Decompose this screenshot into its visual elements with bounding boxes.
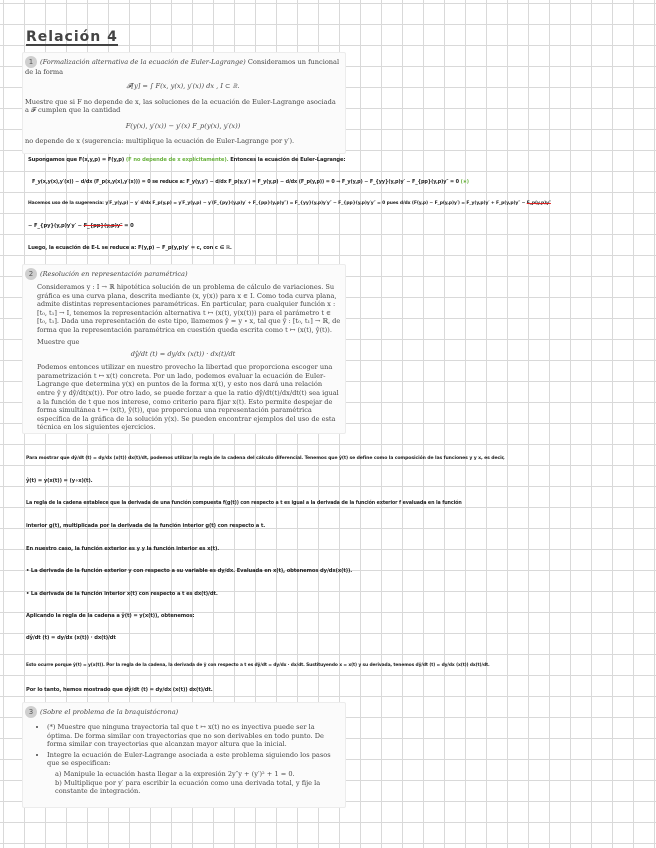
- page-title: Relación 4: [26, 29, 118, 45]
- exercise-3-bullet-2: • Integre la ecuación de Euler-Lagrange asociada a este problema siguiendo los pasos que se especifican:: [47, 751, 341, 768]
- hw1-line-1c: Entonces la ecuación de Euler-Lagrange:: [230, 157, 346, 163]
- hw1-line-4a: − F_{py}(y,p)y′y′ −: [28, 223, 82, 229]
- exercise-3-step-b: b) Multiplique por y′ para escribir la ecuación como una derivada total, y fije la constante de integración.: [55, 778, 321, 796]
- exercise-1-intro: Consideramos un funcional de la forma: [25, 58, 340, 76]
- exercise-2-number: 2: [25, 268, 37, 280]
- exercise-3-steps: [25, 770, 341, 796]
- hw1-line-3-struck: F_p(y,p)y″: [526, 201, 551, 206]
- exercise-3-bullets: [25, 723, 341, 768]
- exercise-2-muestre: Muestre que: [37, 337, 80, 346]
- hw1-line-1a: Supongamos que F(x,y,p) = F(y,p): [28, 157, 125, 163]
- exercise-1-heading: (Formalización alternativa de la ecuación de Euler-Lagrange): [40, 58, 246, 66]
- hw1-line-5: Luego, la ecuación de E-L se reduce a: F(y,p) − F_p(y,p)y′ = c, con c ∈ ℝ.: [28, 245, 232, 251]
- hw2-line-1: Para mostrar que dŷ/dt (t) = dy/dx (x(t)) dx(t)/dt, podemos utilizar la regla de la cadena del cálculo diferencial. Tenemos que ŷ(t) se define como la composición de las funciones y y x, es decir,: [26, 456, 505, 461]
- exercise-1-formula-2: F(y(x), y′(x)) − y′(x) F_p(y(x), y′(x)): [125, 121, 241, 130]
- hw2-line-9: dŷ/dt (t) = dy/dx (x(t)) · dx(t)/dt: [26, 635, 116, 641]
- exercise-3-number: 3: [25, 706, 37, 718]
- hw1-line-2-tail: (∗): [460, 179, 469, 185]
- hw1-line-1b: (F no depende de x explícitamente).: [125, 157, 229, 163]
- hw2-line-2: ŷ(t) = y(x(t)) = (y∘x)(t).: [26, 478, 93, 484]
- exercise-2-heading: (Resolución en representación paramétrica): [40, 270, 188, 278]
- hw2-line-3: La regla de la cadena establece que la derivada de una función compuesta f(g(t)) con respecto a t es igual a la derivada de la función exterior f evaluada en la función: [26, 501, 462, 506]
- hw1-line-2: [32, 178, 469, 186]
- hw1-line-1: [28, 156, 345, 164]
- hw2-line-8: Aplicando la regla de la cadena a ŷ(t) = y(x(t)), obtenemos:: [26, 613, 195, 619]
- hw2-line-4: interior g(t), multiplicada por la derivada de la función interior g(t) con respecto a t.: [26, 523, 266, 529]
- exercise-2-para-1: Consideramos y : I → ℝ hipotética solución de un problema de cálculo de variaciones. Su gráfica es una curva plana, descrita mediante (x, y(x)) para x ∈ I. Como toda curva plana, admite distintas representaciones paramétricas. En particular, para cualquier función x : [t₀, t₁] → I, tenemos la representación alternativa t ↦ (x(t), y(x(t))) para el parámetro t ∈ [t₀, t₁]. Dada una representación de este tipo, llamemos ŷ = y ∘ x, tal que ŷ : [t₀, t₁] → ℝ, de forma que la representación paramétrica en cuestión queda escrita como t ↦ (x(t), ŷ(t)).: [37, 283, 341, 334]
- hw1-line-4: [28, 222, 134, 230]
- exercise-3-bullet-1: • (*) Muestre que ninguna trayectoria tal que t ↦ x(t) no es inyectiva puede ser la óptima. De forma similar con trayectorias que no son derivables en todo punto. De forma similar con trayectorias que alcanzan mayor altura que la inicial.: [47, 723, 341, 749]
- hw1-line-4c: = 0: [124, 223, 134, 229]
- hw1-line-3: [28, 200, 551, 208]
- exercise-1-statement: [25, 56, 341, 77]
- exercise-1-formula: 𝓕[y] = ∫ F(x, y(x), y′(x)) dx , I ⊂ ℝ.: [126, 81, 240, 90]
- hw1-line-3-text: Hacemos uso de la sugerencia: y′F_y(y,p) − y′ d/dx F_p(y,p) = y′F_y(y,p) − y′(F_{py}(y,p)y′ + F_{pp}(y,p)y″) = F_{yy}(y,p)y′y″ − F_{pp}(y,p)y′y″ = 0 pues d/dx (F(y,p) − F_p(y,p)y′) = F_y(y,p)y′ + F_p(y,p)y″ −: [28, 201, 526, 206]
- hw2-line-6: • La derivada de la función exterior y con respecto a su variable es dy/dx. Evaluada en x(t), obtenemos dy/dx(x(t)).: [26, 568, 353, 574]
- exercise-1-hint: no depende de x (sugerencia: multiplique la ecuación de Euler-Lagrange por y′).: [25, 136, 295, 145]
- hw2-line-5: En nuestro caso, la función exterior es y y la función interior es x(t).: [26, 546, 220, 552]
- exercise-2-card: [22, 264, 346, 434]
- exercise-1-card: [22, 52, 346, 154]
- exercise-2-title: [25, 268, 341, 280]
- hw2-line-11: Por lo tanto, hemos mostrado que dŷ/dt (t) = dy/dx (x(t)) dx(t)/dt.: [26, 687, 213, 693]
- hw2-line-10: Esto ocurre porque ŷ(t) = y(x(t)). Por la regla de la cadena, la derivada de ŷ con respecto a t es dŷ/dt = dy/dx · dx/dt. Sustituyendo x = x(t) y su derivada, tenemos dŷ/dt (t) = dy/dx (x(t)) dx(t)/dt.: [26, 663, 490, 668]
- hw1-line-4b: F_{pp}(y,p)y″: [83, 223, 123, 229]
- exercise-3-heading: (Sobre el problema de la braquistócrona): [40, 708, 179, 716]
- exercise-3-title: [25, 706, 341, 718]
- hw2-line-7: • La derivada de la función interior x(t) con respecto a t es dx(t)/dt.: [26, 591, 218, 597]
- exercise-2-formula: dŷ/dt (t) = dy/dx (x(t)) · dx(t)/dt: [130, 350, 236, 359]
- hw1-line-2-text: F_y(x,y(x),y′(x)) − d/dx (F_p(x,y(x),y′(x))) = 0 se reduce a: F_y(y,y′) − d/dx F_p(y,y′) = F_y(y,p) − d/dx (F_p(y,p)) = 0 ⇒ F_y(y,p) − F_{yy}(y,p)y′ − F_{pp}(y,p)y″ = 0: [32, 179, 459, 185]
- exercise-3-card: [22, 702, 346, 808]
- exercise-3-step-a: a) Manipule la ecuación hasta llegar a la expresión 2y″y + (y′)² + 1 = 0.: [55, 769, 295, 778]
- exercise-1-number: 1: [25, 56, 37, 68]
- exercise-1-text: Muestre que si F no depende de x, las soluciones de la ecuación de Euler-Lagrange asociada a 𝓕 cumplen que la cantidad: [25, 97, 336, 115]
- exercise-2-para-2: Podemos entonces utilizar en nuestro provecho la libertad que proporciona escoger una parametrización t ↦ x(t) concreta. Por un lado, podemos evaluar la ecuación de Euler-Lagrange que determina y(x) en puntos de la forma x(t), y esto nos dará una relación entre ŷ y dŷ/dt(x(t)). Por otro lado, se puede forzar a que la ratio dŷ/dt(t)/dx/dt(t) sea igual a la función de t que nos interese, como criterio para fijar x(t). Esto permite despejar de forma simultánea t ↦ (x(t), ŷ(t)), que proporciona una representación paramétrica específica de la gráfica de la solución y(x). Se pueden encontrar ejemplos del uso de esta técnica en los siguientes ejercicios.: [37, 363, 339, 432]
